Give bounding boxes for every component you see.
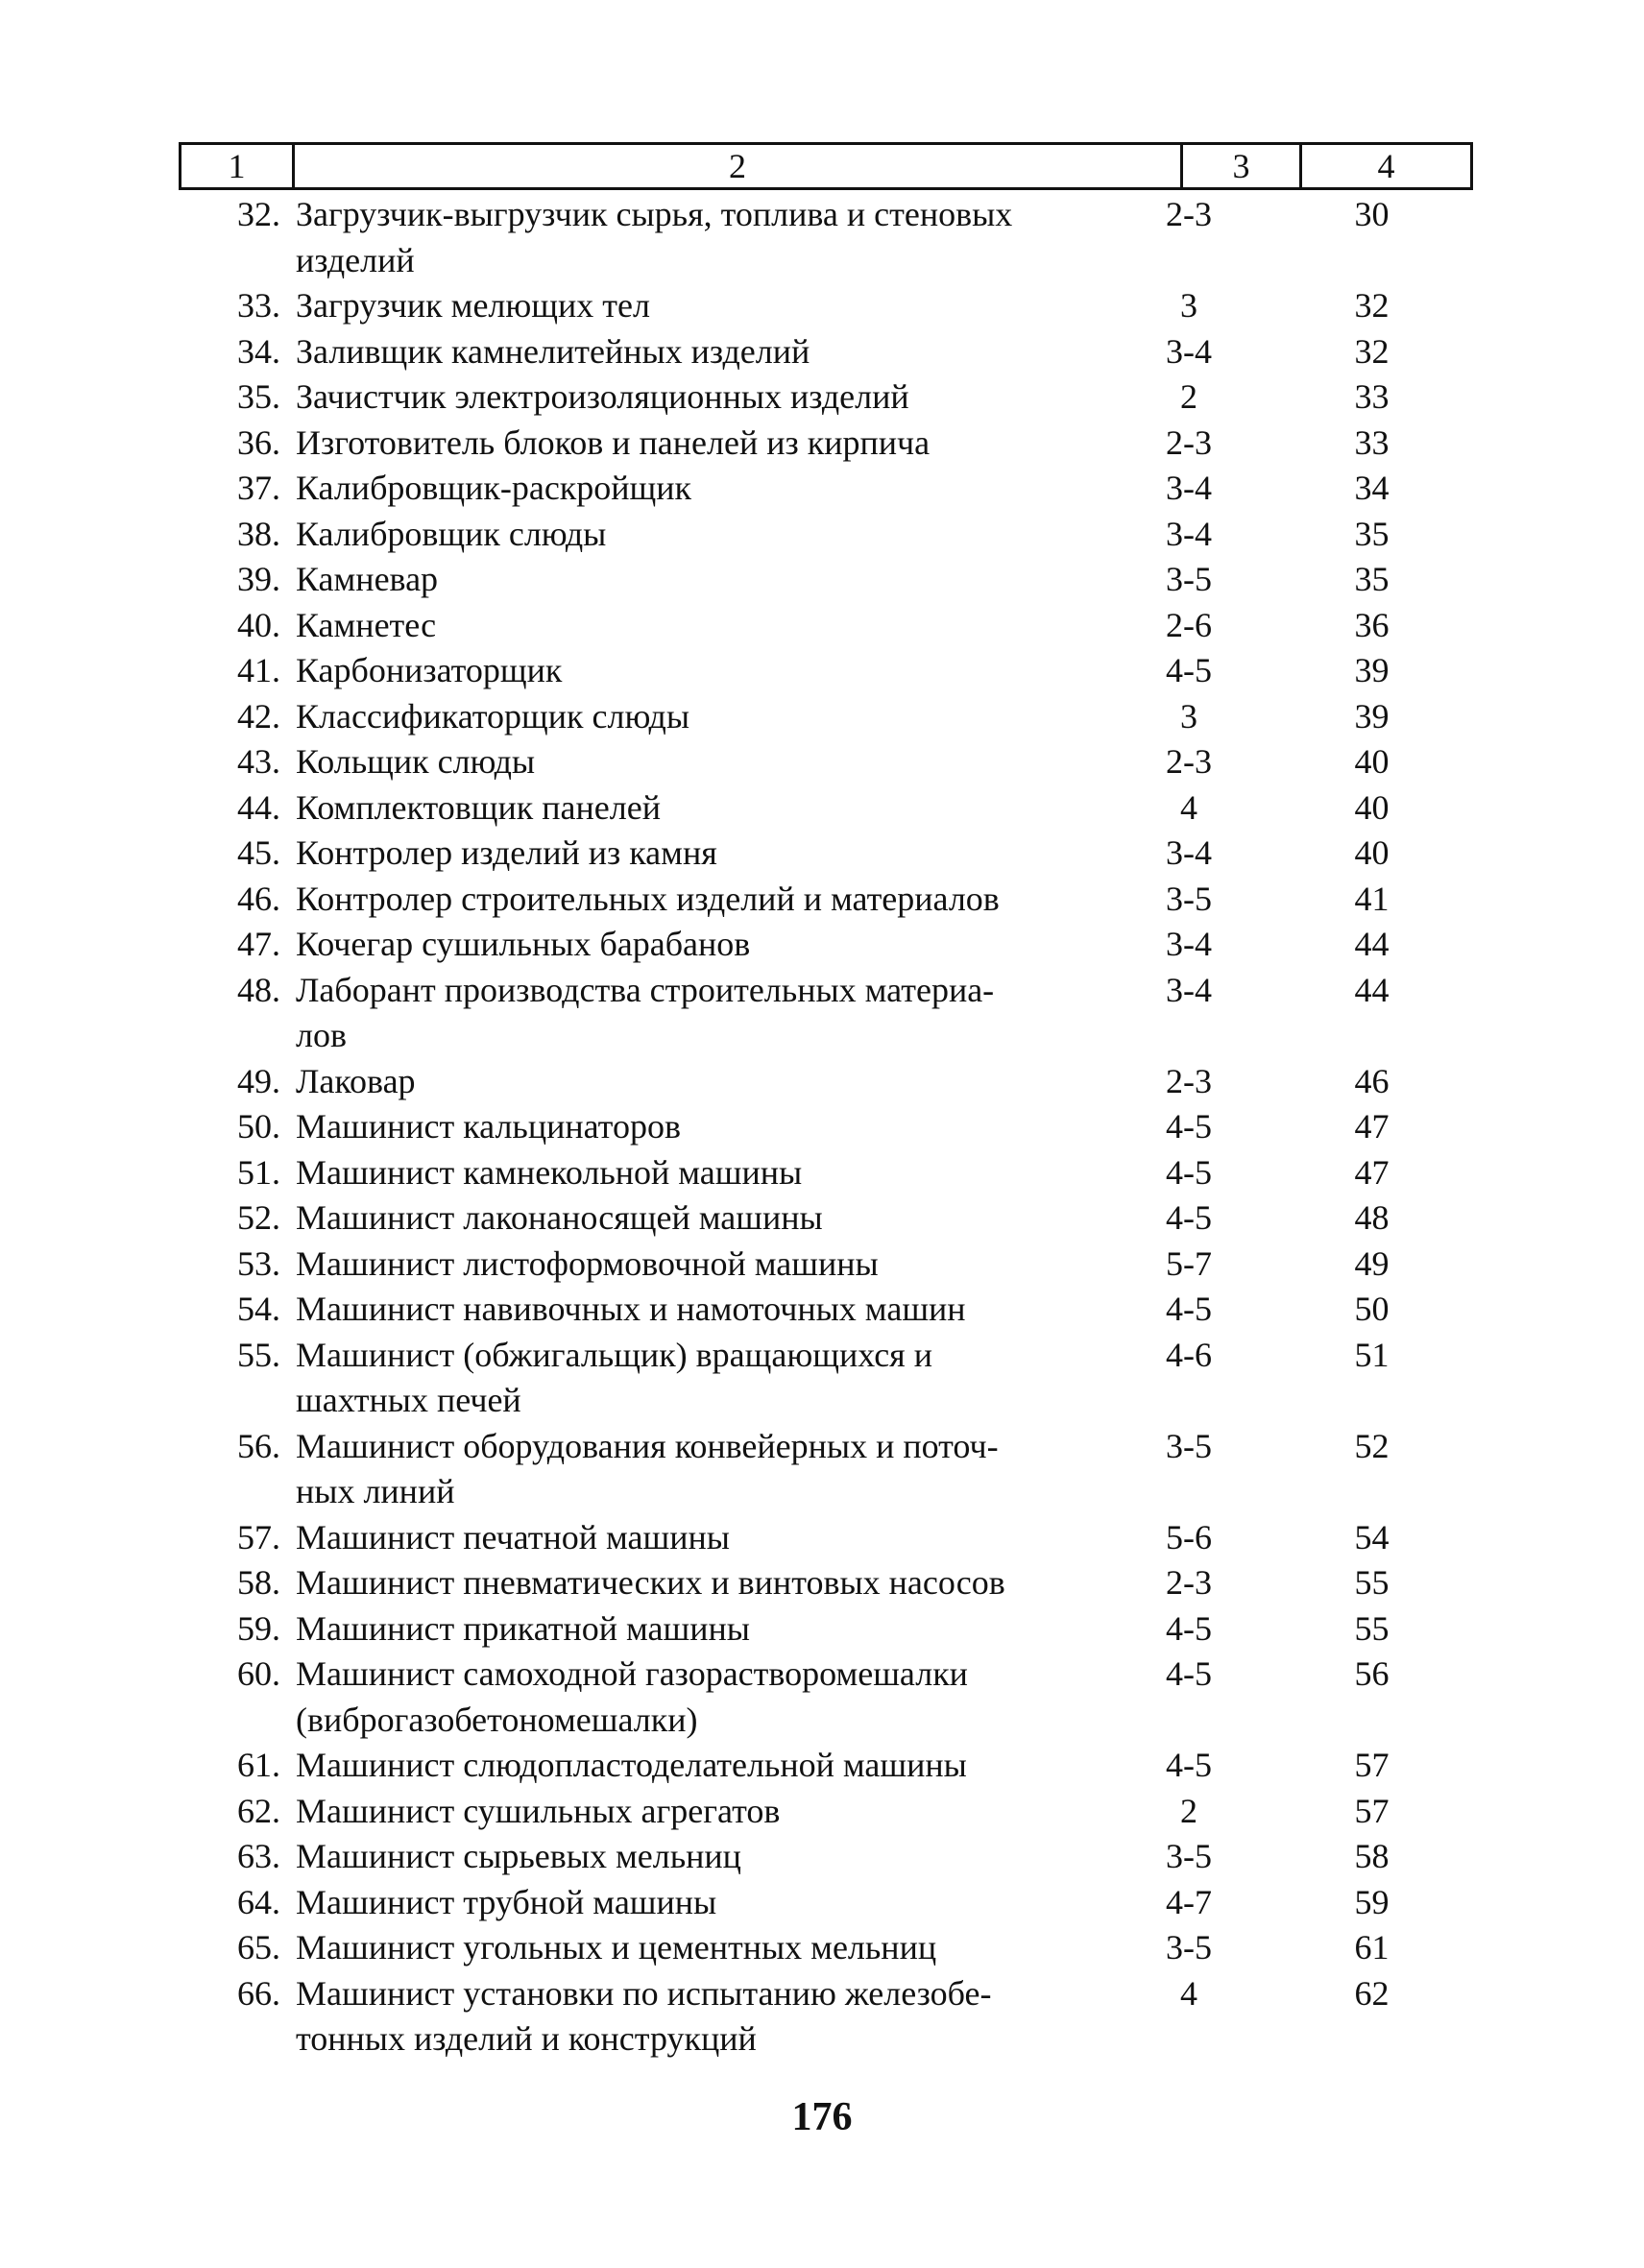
table-row: [179, 1971, 1473, 2063]
page-reference: 59: [1354, 1882, 1390, 1921]
profession-name: [292, 329, 1107, 375]
grade-range: 3-4: [1166, 514, 1212, 553]
page-reference: 48: [1354, 1198, 1390, 1237]
grade-range: 4-5: [1166, 1290, 1212, 1328]
page-reference: 32: [1354, 286, 1390, 325]
page-reference: 36: [1354, 605, 1390, 644]
table-row: [179, 329, 1473, 375]
profession-name: [292, 1560, 1107, 1606]
page-reference: 57: [1354, 1746, 1390, 1784]
profession-name: [292, 1743, 1107, 1789]
table-row: [179, 1743, 1473, 1789]
grade-range: 3-5: [1166, 1426, 1212, 1465]
profession-name-line: Изготовитель блоков и панелей из кирпича: [296, 422, 931, 462]
table-row: [179, 557, 1473, 603]
table-row: [179, 877, 1473, 923]
table-row: [179, 1104, 1473, 1150]
row-number: 55.: [237, 1335, 280, 1374]
row-number: 40.: [237, 605, 280, 644]
grade-range: 4-5: [1166, 1152, 1212, 1192]
page-reference: 54: [1354, 1517, 1390, 1556]
grade-range: 2-6: [1166, 605, 1212, 644]
page-reference: 50: [1354, 1290, 1390, 1328]
page-reference: 57: [1354, 1791, 1390, 1830]
grade-range: 2: [1180, 377, 1197, 416]
profession-name-line: Зачистчик электроизоляционных изделий: [296, 377, 909, 416]
table-row: [179, 1560, 1473, 1606]
grade-range: 3-4: [1166, 331, 1212, 371]
profession-name-line: Загрузчик-выгрузчик сырья, топлива и стеновых: [296, 195, 1013, 233]
profession-name-line: Машинист навивочных и намоточных машин: [296, 1290, 966, 1328]
profession-name-line: шахтных печей: [296, 1381, 521, 1419]
row-number: 42.: [237, 696, 280, 736]
profession-name: [292, 831, 1107, 877]
header-col-2: 2: [295, 145, 1183, 187]
grade-range: 4-5: [1166, 1198, 1212, 1237]
page-reference: 35: [1354, 560, 1390, 598]
grade-range: 3-4: [1166, 970, 1212, 1009]
row-number: 61.: [237, 1746, 280, 1784]
profession-name-line: Калибровщик слюды: [296, 514, 607, 553]
grade-range: 5-6: [1166, 1517, 1212, 1556]
page-reference: 47: [1354, 1152, 1390, 1192]
page-reference: 47: [1354, 1107, 1390, 1146]
table-body: [179, 192, 1473, 2063]
table-row: [179, 1606, 1473, 1653]
table-row: [179, 466, 1473, 512]
grade-range: 2-3: [1166, 1061, 1212, 1100]
table-row: [179, 1059, 1473, 1105]
page-reference: 51: [1354, 1335, 1390, 1374]
profession-name-line: Машинист прикатной машины: [296, 1608, 750, 1648]
table-row: [179, 1195, 1473, 1242]
profession-name-line: Машинист установки по испытанию железобе-: [296, 1973, 992, 2013]
profession-name: [292, 648, 1107, 694]
table-row: [179, 785, 1473, 832]
header-col-1: 1: [181, 145, 295, 187]
profession-name-line: Машинист камнекольной машины: [296, 1152, 803, 1192]
profession-name-line: Кочегар сушильных барабанов: [296, 925, 751, 963]
row-number: 62.: [237, 1791, 280, 1830]
row-number: 56.: [237, 1426, 280, 1465]
grade-range: 3-5: [1166, 1837, 1212, 1875]
row-number: 47.: [237, 925, 280, 963]
profession-name: [292, 785, 1107, 832]
row-number: 41.: [237, 651, 280, 689]
grade-range: 4: [1180, 787, 1197, 827]
row-number: 36.: [237, 422, 280, 462]
row-number: 66.: [237, 1973, 280, 2013]
row-number: 35.: [237, 377, 280, 416]
profession-name-line: Калибровщик-раскройщик: [296, 469, 692, 507]
table-row: [179, 922, 1473, 968]
row-number: 53.: [237, 1243, 280, 1283]
page-reference: 40: [1354, 742, 1390, 781]
page-reference: 52: [1354, 1426, 1390, 1465]
profession-name: [292, 1971, 1107, 2063]
profession-name: [292, 1059, 1107, 1105]
table-row: [179, 968, 1473, 1059]
grade-range: 5-7: [1166, 1243, 1212, 1283]
grade-range: 2: [1180, 1791, 1197, 1830]
table-row: [179, 283, 1473, 329]
grade-range: 4-5: [1166, 1746, 1212, 1784]
profession-name: [292, 1834, 1107, 1880]
profession-name-line: изделий: [296, 240, 415, 279]
profession-name-line: Машинист угольных и цементных мельниц: [296, 1928, 937, 1966]
profession-name-line: Контролер строительных изделий и материалов: [296, 879, 1000, 918]
table-row: [179, 1424, 1473, 1515]
page-number: 176: [791, 2095, 853, 2139]
grade-range: 2-3: [1166, 742, 1212, 781]
grade-range: 3-4: [1166, 469, 1212, 507]
table-row: [179, 1652, 1473, 1743]
page-reference: 33: [1354, 422, 1390, 462]
profession-name: [292, 192, 1107, 283]
table-row: [179, 192, 1473, 283]
grade-range: 4-5: [1166, 1654, 1212, 1693]
profession-name-line: Контролер изделий из камня: [296, 833, 717, 872]
profession-name: [292, 1789, 1107, 1835]
profession-name: [292, 968, 1107, 1059]
profession-name: [292, 1195, 1107, 1242]
grade-range: 4-5: [1166, 651, 1212, 689]
grade-range: 3-5: [1166, 560, 1212, 598]
row-number: 49.: [237, 1061, 280, 1100]
page-reference: 35: [1354, 514, 1390, 553]
row-number: 52.: [237, 1198, 280, 1237]
grade-range: 3-5: [1166, 1928, 1212, 1966]
row-number: 45.: [237, 833, 280, 872]
profession-name-line: Кольщик слюды: [296, 742, 536, 781]
profession-name: [292, 1333, 1107, 1424]
table-row: [179, 1150, 1473, 1196]
profession-name: [292, 603, 1107, 649]
profession-name: [292, 466, 1107, 512]
grade-range: 4-5: [1166, 1107, 1212, 1146]
profession-name-line: Машинист кальцинаторов: [296, 1107, 681, 1146]
profession-name-line: Загрузчик мелющих тел: [296, 286, 650, 325]
page-reference: 39: [1354, 651, 1390, 689]
profession-name-line: Машинист печатной машины: [296, 1517, 730, 1556]
row-number: 46.: [237, 879, 280, 918]
row-number: 48.: [237, 970, 280, 1009]
profession-name: [292, 877, 1107, 923]
header-col-3: 3: [1183, 145, 1302, 187]
profession-name: [292, 512, 1107, 558]
grade-range: 3-4: [1166, 833, 1212, 872]
profession-name-line: Машинист (обжигальщик) вращающихся и: [296, 1335, 932, 1374]
profession-name: [292, 557, 1107, 603]
profession-name-line: тонных изделий и конструкций: [296, 2019, 757, 2058]
table-row: [179, 512, 1473, 558]
grade-range: 3-5: [1166, 879, 1212, 918]
table-row: [179, 648, 1473, 694]
page-reference: 46: [1354, 1061, 1390, 1100]
profession-name-line: Машинист листоформовочной машины: [296, 1243, 879, 1283]
profession-name-line: ных линий: [296, 1472, 455, 1510]
page-reference: 61: [1354, 1928, 1390, 1966]
row-number: 51.: [237, 1152, 280, 1192]
table-header: [179, 142, 1473, 190]
page-reference: 30: [1354, 195, 1390, 233]
profession-name-line: Заливщик камнелитейных изделий: [296, 331, 810, 371]
grade-range: 4-6: [1166, 1335, 1212, 1374]
grade-range: 3: [1180, 696, 1197, 736]
profession-name-line: Машинист оборудования конвейерных и поточ-: [296, 1426, 999, 1465]
profession-name: [292, 1150, 1107, 1196]
row-number: 65.: [237, 1928, 280, 1966]
row-number: 50.: [237, 1107, 280, 1146]
page-reference: 58: [1354, 1837, 1390, 1875]
table-row: [179, 1287, 1473, 1333]
grade-range: 3-4: [1166, 925, 1212, 963]
profession-name-line: Карбонизаторщик: [296, 651, 563, 689]
page-reference: 40: [1354, 787, 1390, 827]
row-number: 64.: [237, 1882, 280, 1921]
row-number: 32.: [237, 195, 280, 233]
table-row: [179, 694, 1473, 740]
table-row: [179, 1333, 1473, 1424]
table-row: [179, 1789, 1473, 1835]
table-row: [179, 421, 1473, 467]
profession-name: [292, 1606, 1107, 1653]
profession-name-line: Машинист сушильных агрегатов: [296, 1791, 781, 1830]
page-reference: 33: [1354, 377, 1390, 416]
grade-range: 4: [1180, 1973, 1197, 2013]
row-number: 63.: [237, 1837, 280, 1875]
row-number: 34.: [237, 331, 280, 371]
row-number: 38.: [237, 514, 280, 553]
profession-name-line: Лаборант производства строительных материа-: [296, 970, 995, 1009]
table-row: [179, 739, 1473, 785]
row-number: 57.: [237, 1517, 280, 1556]
table-row: [179, 603, 1473, 649]
page-reference: 55: [1354, 1608, 1390, 1648]
row-number: 54.: [237, 1290, 280, 1328]
page-reference: 44: [1354, 970, 1390, 1009]
grade-range: 4-7: [1166, 1882, 1212, 1921]
profession-name-line: Камневар: [296, 560, 439, 598]
profession-name: [292, 1242, 1107, 1288]
page-reference: 32: [1354, 331, 1390, 371]
profession-name: [292, 694, 1107, 740]
profession-name: [292, 283, 1107, 329]
table-row: [179, 1242, 1473, 1288]
profession-name: [292, 922, 1107, 968]
profession-name-line: Комплектовщик панелей: [296, 787, 661, 827]
row-number: 58.: [237, 1563, 280, 1602]
profession-name: [292, 1925, 1107, 1971]
page-reference: 49: [1354, 1243, 1390, 1283]
profession-name-line: Машинист трубной машины: [296, 1882, 717, 1921]
profession-name: [292, 1652, 1107, 1743]
page-reference: 56: [1354, 1654, 1390, 1693]
profession-name-line: (виброгазобетономешалки): [296, 1700, 698, 1739]
page-reference: 55: [1354, 1563, 1390, 1602]
table-row: [179, 1925, 1473, 1971]
profession-name-line: Лаковар: [296, 1061, 416, 1100]
profession-name: [292, 1287, 1107, 1333]
page-reference: 44: [1354, 925, 1390, 963]
profession-name-line: лов: [296, 1016, 347, 1054]
row-number: 43.: [237, 742, 280, 781]
table-row: [179, 831, 1473, 877]
page-reference: 39: [1354, 696, 1390, 736]
profession-name-line: Машинист пневматических и винтовых насосов: [296, 1563, 1005, 1602]
grade-range: 2-3: [1166, 1563, 1212, 1602]
row-number: 44.: [237, 787, 280, 827]
profession-name-line: Машинист лаконаносящей машины: [296, 1198, 823, 1237]
table-row: [179, 1834, 1473, 1880]
row-number: 60.: [237, 1654, 280, 1693]
row-number: 37.: [237, 469, 280, 507]
profession-name: [292, 374, 1107, 421]
grade-range: 3: [1180, 286, 1197, 325]
row-number: 33.: [237, 286, 280, 325]
profession-name-line: Камнетес: [296, 605, 437, 644]
page-reference: 62: [1354, 1973, 1390, 2013]
page-reference: 34: [1354, 469, 1390, 507]
page-reference: 40: [1354, 833, 1390, 872]
profession-name: [292, 1104, 1107, 1150]
grade-range: 4-5: [1166, 1608, 1212, 1648]
header-col-4: 4: [1377, 147, 1395, 185]
table-row: [179, 374, 1473, 421]
row-number: 59.: [237, 1608, 280, 1648]
page-reference: 41: [1354, 879, 1390, 918]
profession-name: [292, 1424, 1107, 1515]
grade-range: 2-3: [1166, 422, 1212, 462]
profession-name: [292, 1515, 1107, 1561]
row-number: 39.: [237, 560, 280, 598]
profession-name-line: Машинист слюдопластоделательной машины: [296, 1746, 967, 1784]
grade-range: 2-3: [1166, 195, 1212, 233]
profession-name: [292, 739, 1107, 785]
profession-name: [292, 1880, 1107, 1926]
profession-name-line: Машинист самоходной газорастворомешалки: [296, 1654, 968, 1693]
profession-name-line: Классификаторщик слюды: [296, 696, 690, 736]
profession-name-line: Машинист сырьевых мельниц: [296, 1837, 741, 1875]
table-row: [179, 1515, 1473, 1561]
table-row: [179, 1880, 1473, 1926]
profession-name: [292, 421, 1107, 467]
